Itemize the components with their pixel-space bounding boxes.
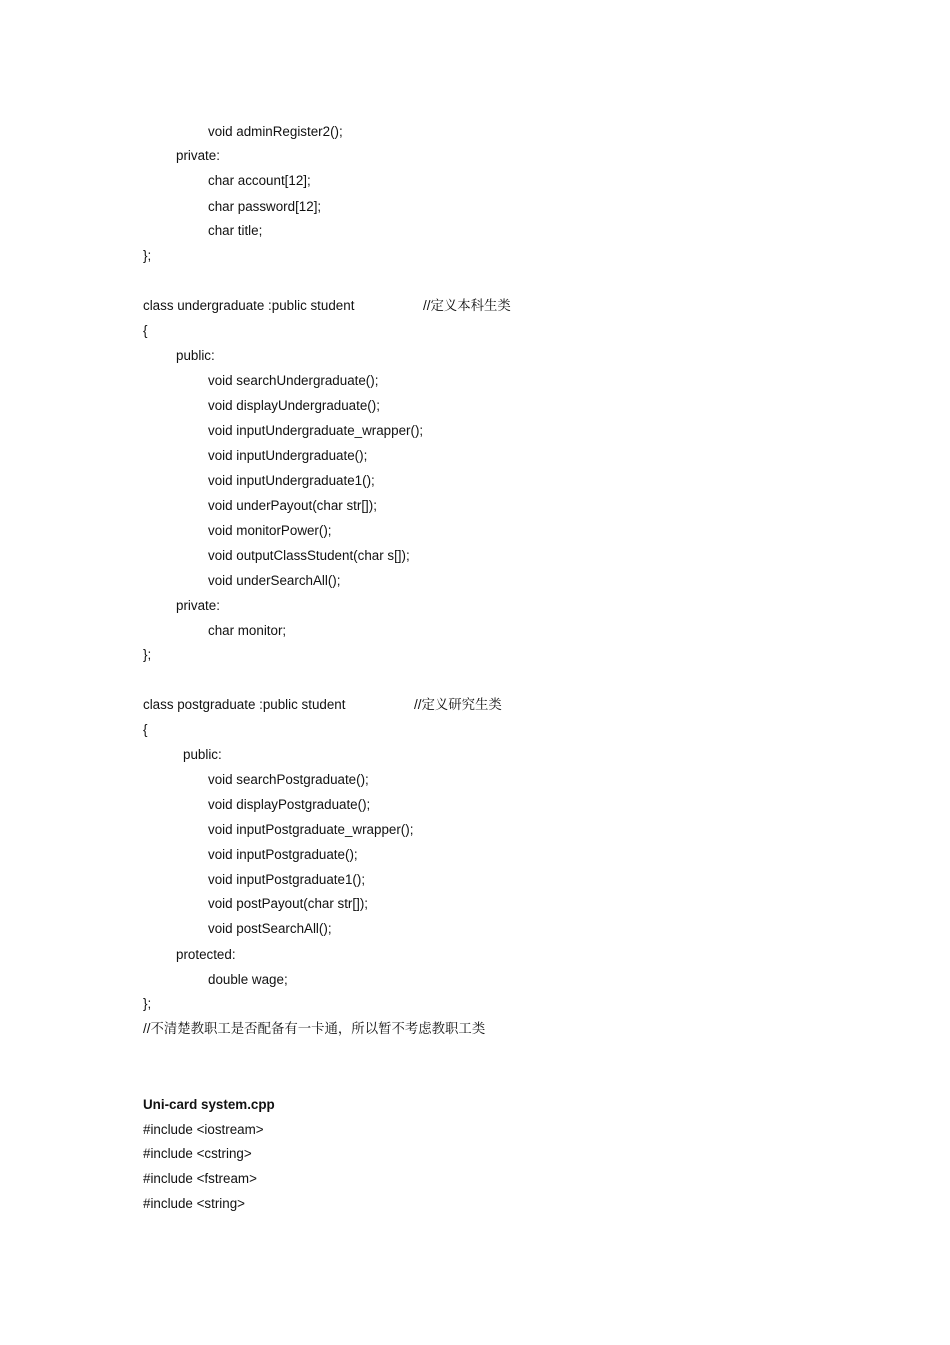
- code-line-postgraduate-method: void inputPostgraduate1();: [208, 872, 366, 887]
- code-line-include: #include <cstring>: [143, 1146, 252, 1161]
- code-line-admin-close: };: [143, 248, 152, 263]
- code-line-postgraduate-method: void postSearchAll();: [208, 921, 332, 936]
- code-line-undergraduate-member: char monitor;: [208, 623, 287, 638]
- code-line-undergraduate-method: void monitorPower();: [208, 523, 332, 538]
- code-line-undergraduate-private: private:: [176, 598, 220, 613]
- code-line-undergraduate-decl: class undergraduate :public student: [143, 298, 355, 313]
- code-line-postgraduate-method: void inputPostgraduate_wrapper();: [208, 822, 414, 837]
- code-line-admin-password: char password[12];: [208, 199, 322, 214]
- code-line-admin-account: char account[12];: [208, 173, 311, 188]
- code-line-undergraduate-close: };: [143, 647, 152, 662]
- code-line-undergraduate-method: void outputClassStudent(char s[]);: [208, 548, 410, 563]
- code-line-postgraduate-decl: class postgraduate :public student: [143, 697, 346, 712]
- code-line-postgraduate-method: void postPayout(char str[]);: [208, 896, 369, 911]
- code-line-admin-title: char title;: [208, 223, 263, 238]
- code-line-undergraduate-method: void underSearchAll();: [208, 573, 341, 588]
- code-line-undergraduate-public: public:: [176, 348, 215, 363]
- code-line-undergraduate-method: void displayUndergraduate();: [208, 398, 380, 413]
- code-line-postgraduate-close: };: [143, 996, 152, 1011]
- code-line-postgraduate-open: {: [143, 722, 148, 737]
- code-comment-undergraduate: //定义本科生类: [423, 298, 511, 313]
- code-comment-staff-note: //不清楚教职工是否配备有一卡通，所以暂不考虑教职工类: [143, 1021, 486, 1036]
- code-line-undergraduate-method: void underPayout(char str[]);: [208, 498, 377, 513]
- code-line-postgraduate-protected: protected:: [176, 947, 236, 962]
- code-line-undergraduate-method: void inputUndergraduate();: [208, 448, 368, 463]
- code-line-postgraduate-member: double wage;: [208, 972, 288, 987]
- code-line-postgraduate-public: public:: [183, 747, 222, 762]
- code-comment-postgraduate: //定义研究生类: [414, 697, 502, 712]
- code-line-admin-register2: void adminRegister2();: [208, 124, 343, 139]
- code-line-postgraduate-method: void inputPostgraduate();: [208, 847, 358, 862]
- code-line-postgraduate-method: void displayPostgraduate();: [208, 797, 371, 812]
- code-line-include: #include <iostream>: [143, 1122, 264, 1137]
- code-line-undergraduate-method: void searchUndergraduate();: [208, 373, 379, 388]
- code-line-undergraduate-method: void inputUndergraduate_wrapper();: [208, 423, 424, 438]
- code-line-include: #include <fstream>: [143, 1171, 257, 1186]
- section-heading-cpp-file: Uni-card system.cpp: [143, 1097, 275, 1112]
- code-line-postgraduate-method: void searchPostgraduate();: [208, 772, 369, 787]
- code-line-include: #include <string>: [143, 1196, 245, 1211]
- code-line-undergraduate-method: void inputUndergraduate1();: [208, 473, 375, 488]
- code-line-undergraduate-open: {: [143, 323, 148, 338]
- code-line-admin-private: private:: [176, 148, 220, 163]
